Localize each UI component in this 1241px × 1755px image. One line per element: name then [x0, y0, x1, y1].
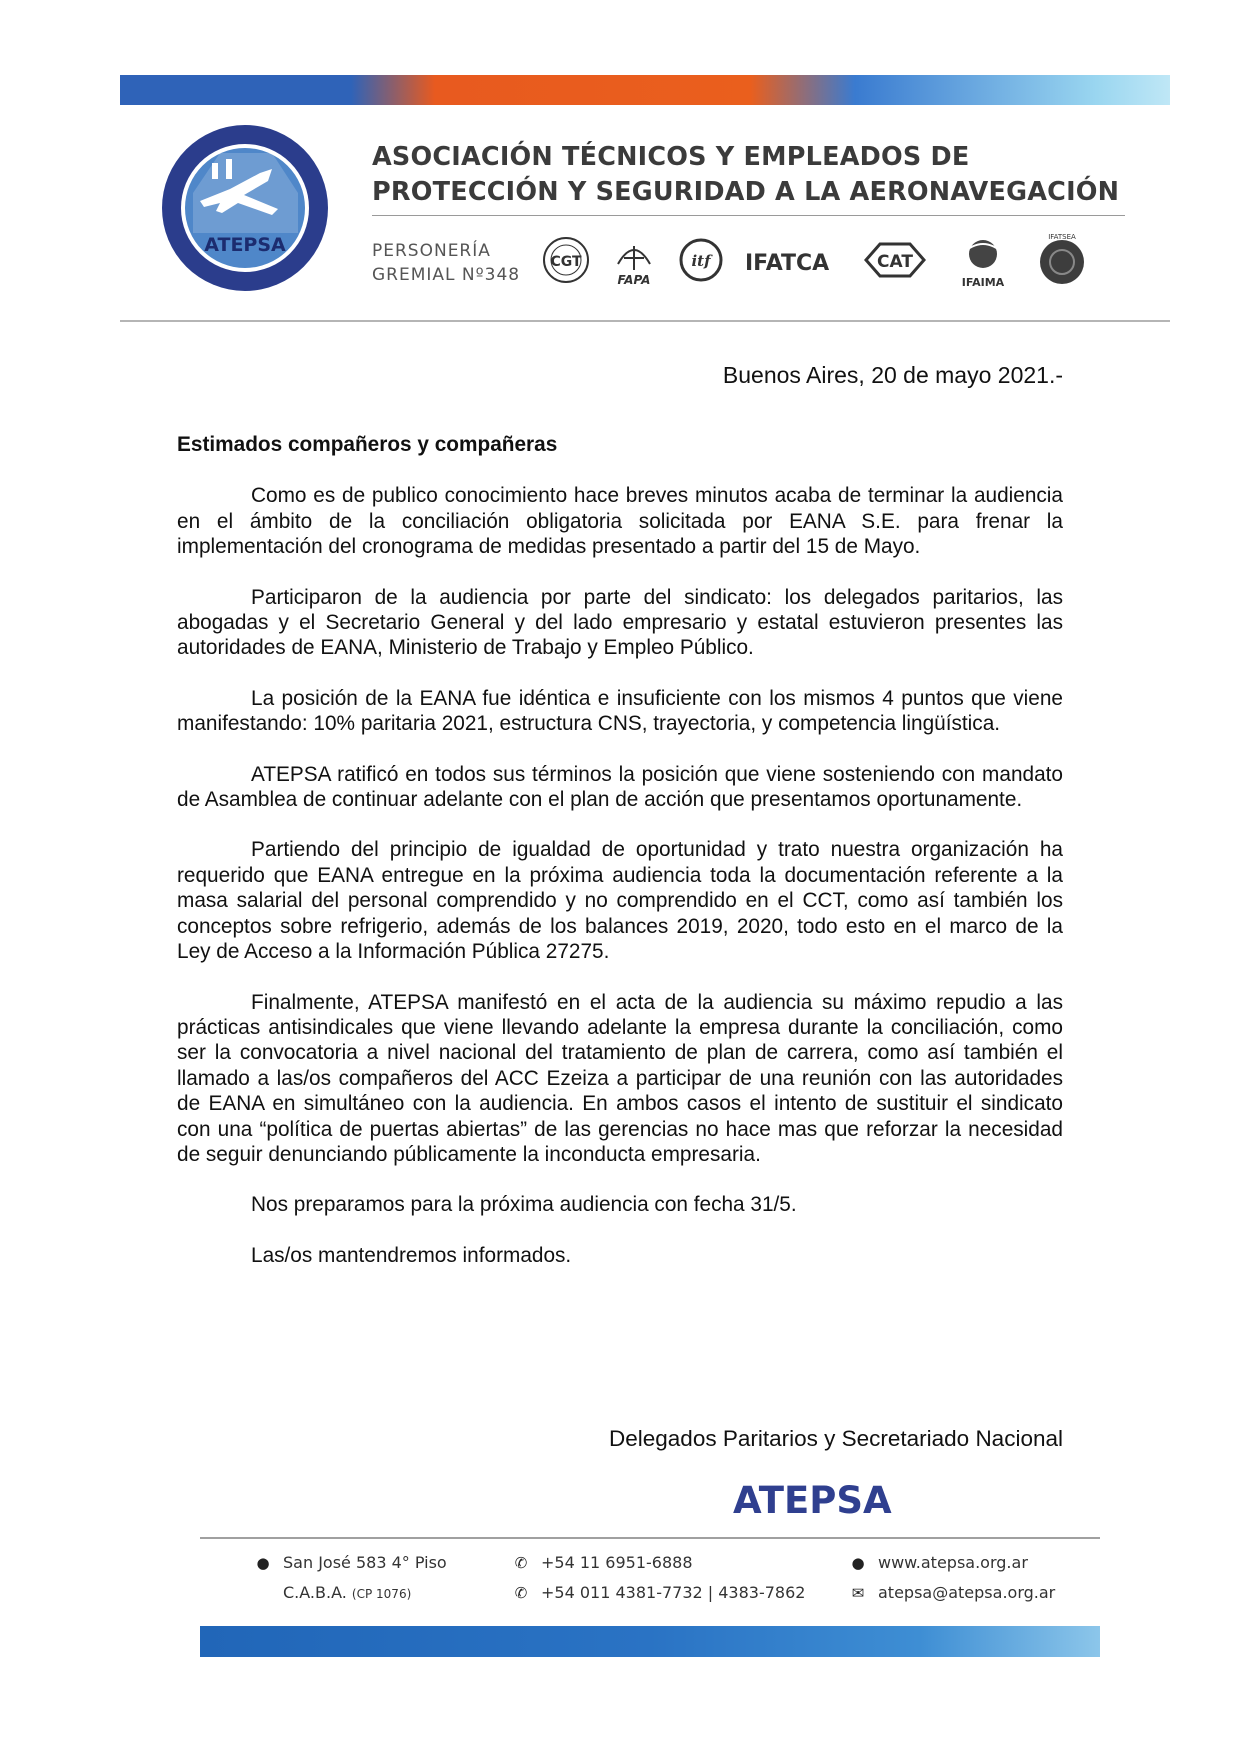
- address-line1: San José 583 4° Piso: [283, 1553, 447, 1572]
- whatsapp-number[interactable]: +54 11 6951-6888: [541, 1553, 693, 1572]
- ifatca-logo-icon: [743, 230, 843, 290]
- svg-text:CAT: CAT: [877, 252, 913, 272]
- signature: Delegados Paritarios y Secretariado Nacional: [609, 1426, 1063, 1451]
- email-link[interactable]: atepsa@atepsa.org.ar: [878, 1583, 1056, 1602]
- atepsa-seal-logo: [160, 123, 330, 293]
- paragraph-ratificacion: ATEPSA ratificó en todos sus términos la posición que viene sosteniendo con mandato de Asamblea de continuar adelante con el plan de acción que presentamos oportunamente.: [177, 762, 1063, 812]
- org-title-line2: PROTECCIÓN Y SEGURIDAD A LA AERONAVEGACIÓN: [372, 177, 1120, 207]
- phone-icon: ✆: [514, 1584, 528, 1602]
- paragraph-posicion-eana: La posición de la EANA fue idéntica e insuficiente con los mismos 4 puntos que viene manifestando: 10% paritaria 2021, estructura CNS, trayectoria, y competencia lingüística.: [177, 686, 1063, 736]
- svg-text:FAPA: FAPA: [617, 273, 651, 287]
- org-title-line1: ASOCIACIÓN TÉCNICOS Y EMPLEADOS DE: [372, 142, 970, 172]
- address-block: [255, 1548, 447, 1608]
- itf-logo-icon: [677, 230, 725, 290]
- footer-divider: [200, 1537, 1100, 1539]
- header-divider: [120, 320, 1170, 322]
- paragraph-participantes: Participaron de la audiencia por parte del sindicato: los delegados paritarios, las abogadas y el Secretario General y del lado empresario y estatal estuvieron presentes las autoridades de EANA, Ministerio de Trabajo y Empleo Público.: [177, 585, 1063, 660]
- location-pin-icon: ●: [256, 1554, 270, 1572]
- address-line2: C.A.B.A.: [283, 1583, 347, 1602]
- personeria-gremial: [372, 239, 520, 287]
- cgt-logo-icon: [540, 230, 592, 290]
- ifaima-logo-icon: [948, 230, 1018, 290]
- personeria-line2: GREMIAL Nº348: [372, 265, 521, 285]
- whatsapp-icon: ✆: [514, 1554, 528, 1572]
- title-divider: [372, 215, 1125, 216]
- phone-block: [513, 1548, 805, 1608]
- email-icon: ✉: [851, 1584, 865, 1602]
- web-block: [850, 1548, 1055, 1608]
- phone-number[interactable]: +54 011 4381-7732 | 4383-7862: [541, 1583, 806, 1602]
- paragraph-proxima-audiencia: Nos preparamos para la próxima audiencia con fecha 31/5.: [251, 1193, 797, 1217]
- salutation: Estimados compañeros y compañeras: [177, 433, 558, 456]
- svg-text:ATEPSA: ATEPSA: [733, 1479, 892, 1519]
- address-cp: (CP 1076): [351, 1587, 412, 1601]
- svg-text:CGT: CGT: [550, 254, 582, 270]
- affiliation-logos: [540, 230, 1130, 290]
- letter-body: [177, 432, 1063, 1293]
- svg-text:itf: itf: [691, 252, 711, 270]
- fapa-logo-icon: [610, 230, 658, 290]
- letter-date: Buenos Aires, 20 de mayo 2021.-: [722, 362, 1063, 388]
- paragraph-audiencia: Como es de publico conocimiento hace breves minutos acaba de terminar la audiencia en el ámbito de la conciliación obligatoria solicitada por EANA S.E. para frenar la implementación del cronograma de medidas presentado a partir del 15 de Mayo.: [177, 484, 1063, 559]
- header-color-bar: [120, 75, 1170, 105]
- website-link[interactable]: www.atepsa.org.ar: [878, 1553, 1028, 1572]
- paragraph-repudio: Finalmente, ATEPSA manifestó en el acta de la audiencia su máximo repudio a las prácticas antisindicales que viene llevando adelante la empresa durante la conciliación, como ser la convocatoria a nivel nacional del tratamiento de plan de carrera, como así también el llamado a las/os compañeros del ACC Ezeiza a participar de una reunión con las autoridades de EANA en simultáneo con la audiencia. En ambos casos el intento de sustituir el sindicato con una “política de puertas abiertas” de las gerencias no hace mas que reforzar la necesidad de seguir denunciando públicamente la inconducta empresaria.: [177, 990, 1063, 1166]
- cat-logo-icon: [858, 230, 932, 290]
- atepsa-footer-logo: [733, 1477, 923, 1519]
- seal-label: ATEPSA: [204, 234, 286, 256]
- paragraph-documentacion: Partiendo del principio de igualdad de oportunidad y trato nuestra organización ha requerido que EANA entregue en la próxima audiencia toda la documentación referente a la masa salarial del personal comprendido y no comprendido en el CCT, como así también los conceptos sobre refrigerio, además de los balances 2019, 2020, todo esto en el marco de la Ley de Acceso a la Información Pública 27275.: [177, 838, 1063, 964]
- footer-color-bar: [200, 1626, 1100, 1657]
- ifatsea-logo-icon: [1034, 230, 1090, 290]
- organization-title: [372, 140, 1132, 210]
- contact-footer: [0, 1548, 1241, 1628]
- globe-icon: ●: [851, 1554, 865, 1572]
- paragraph-cierre: Las/os mantendremos informados.: [251, 1243, 572, 1267]
- personeria-line1: PERSONERÍA: [372, 241, 491, 261]
- svg-text:IFAIMA: IFAIMA: [961, 276, 1005, 289]
- svg-text:IFATSEA: IFATSEA: [1048, 233, 1076, 241]
- svg-text:IFATCA: IFATCA: [745, 251, 830, 276]
